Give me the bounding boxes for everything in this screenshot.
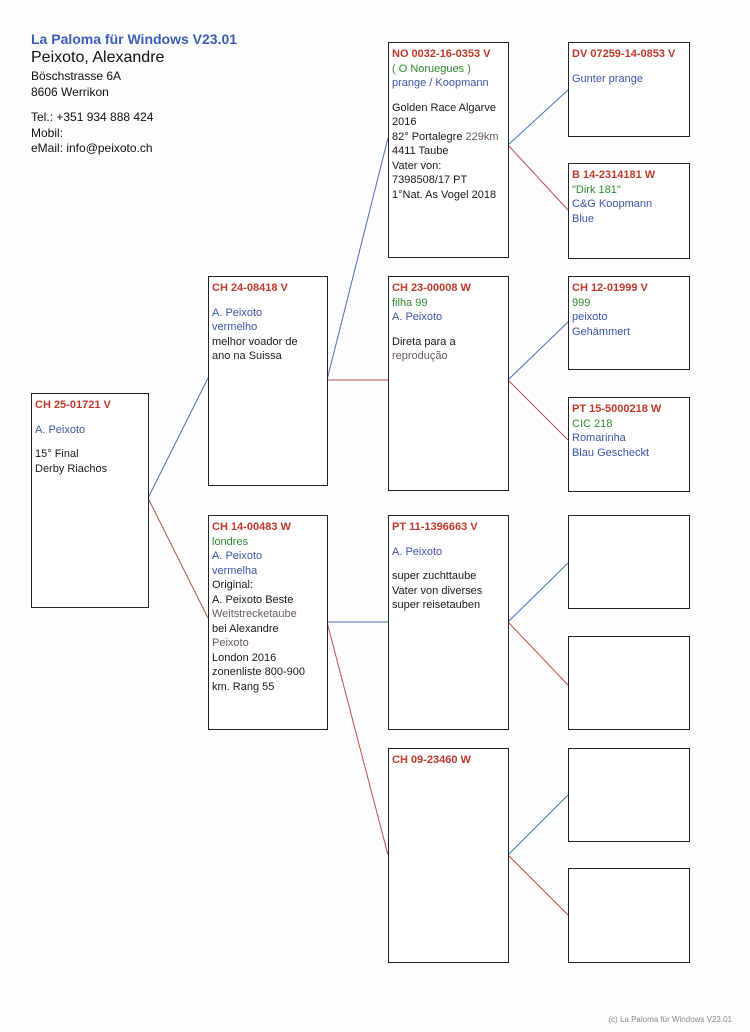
note: Vater von:	[392, 159, 442, 172]
pigeon-card-gen3-3	[568, 276, 690, 370]
sire-line	[327, 138, 388, 380]
pigeon-card-gen3-4	[568, 397, 690, 492]
pigeon-name: "Dirk 181"	[572, 183, 621, 196]
pigeon-name: filha 99	[392, 296, 428, 309]
note: 15° Final	[35, 448, 79, 460]
pigeon-card-gen3-8	[568, 868, 690, 963]
breeder: A. Peixoto	[392, 545, 443, 558]
sire-line	[508, 563, 568, 622]
app-title: La Paloma für Windows V23.01	[31, 31, 238, 47]
sire-line	[508, 90, 568, 145]
breeder: A. Peixoto	[212, 550, 263, 562]
color: Blue	[572, 212, 595, 225]
note: 82° Portalegre 229km	[392, 130, 499, 143]
ring-number: CH 24-08418 V	[212, 282, 288, 294]
pigeon-card-gen3-2	[568, 163, 690, 259]
pigeon-card-gen3-5	[568, 515, 690, 609]
ring-number: PT 15-5000218 W	[572, 403, 662, 415]
pigeon-card-father	[208, 276, 328, 486]
color: vermelho	[212, 321, 258, 333]
note: Peixoto	[212, 637, 249, 649]
owner-city: 8606 Werrikon	[31, 84, 109, 99]
breeder: A. Peixoto	[392, 311, 443, 323]
dam-line	[508, 622, 568, 685]
ring-number: CH 25-01721 V	[35, 399, 111, 411]
pigeon-card-gen3-1	[568, 42, 690, 137]
ring-number: CH 14-00483 W	[212, 521, 291, 533]
note: reprodução	[392, 350, 448, 362]
pigeon-name: CIC 218	[572, 417, 613, 430]
note: A. Peixoto Beste	[212, 593, 294, 606]
sire-line	[148, 378, 208, 498]
pigeon-card-gen3-6	[568, 636, 690, 730]
ring-number: DV 07259-14-0853 V	[572, 48, 676, 60]
color: Blau Gescheckt	[572, 446, 650, 459]
note: Derby Riachos	[35, 462, 108, 475]
breeder: C&G Koopmann	[572, 198, 653, 210]
footer-copyright: (c) La Paloma für Windows V23.01	[608, 1015, 732, 1024]
note: super zuchttaube	[392, 570, 477, 582]
owner-mobil: Mobil:	[31, 125, 64, 140]
pigeon-card-mother-father	[388, 515, 509, 730]
note: ano na Suissa	[212, 350, 282, 362]
owner-name: Peixoto, Alexandre	[31, 49, 165, 67]
note: Direta para a	[392, 335, 456, 348]
breeder: A. Peixoto	[212, 306, 263, 319]
note: Vater von diverses	[392, 584, 483, 597]
dam-line	[508, 145, 568, 210]
breeder: A. Peixoto	[35, 423, 86, 436]
breeder: Romarinha	[572, 432, 626, 444]
note: 1°Nat. As Vogel 2018	[392, 188, 497, 201]
pigeon-card-father-mother	[388, 276, 509, 491]
ring-number: B 14-2314181 W	[572, 169, 656, 181]
dam-line	[508, 855, 568, 915]
ring-number: CH 12-01999 V	[572, 282, 648, 294]
owner-tel: Tel.: +351 934 888 424	[31, 110, 154, 125]
breeder: prange / Koopmann	[392, 77, 489, 89]
ring-number: PT 11-1396663 V	[392, 521, 478, 533]
dam-line	[327, 622, 388, 855]
pigeon-name: ( O Noruegues )	[392, 62, 471, 75]
ring-number: NO 0032-16-0353 V	[392, 48, 491, 60]
color: vermelha	[212, 564, 258, 577]
note: km. Rang 55	[212, 680, 275, 693]
note: 4411 Taube	[392, 145, 449, 157]
breeder: Gunter prange	[572, 72, 643, 85]
pigeon-name: londres	[212, 535, 249, 548]
note: Weitstrecketaube	[212, 608, 297, 620]
note: melhor voador de	[212, 335, 298, 348]
pigeon-card-mother	[208, 515, 328, 730]
breeder: peixoto	[572, 311, 608, 323]
sire-line	[508, 795, 568, 855]
pigeon-name: 999	[572, 296, 591, 309]
ring-number: CH 09-23460 W	[392, 754, 471, 766]
note: bei Alexandre	[212, 622, 279, 635]
dam-line	[508, 380, 568, 440]
pigeon-card-father-father	[388, 42, 509, 258]
pigeon-card-gen3-7	[568, 748, 690, 842]
owner-street: Böschstrasse 6A	[31, 68, 122, 83]
pigeon-card-subject	[31, 393, 149, 608]
note: super reisetauben	[392, 599, 481, 611]
note: 7398508/17 PT	[392, 174, 468, 186]
owner-email: eMail: info@peixoto.ch	[31, 141, 153, 156]
pigeon-card-mother-mother	[388, 748, 509, 963]
note: zonenliste 800-900	[212, 666, 305, 678]
ring-number: CH 23-00008 W	[392, 282, 471, 294]
note: Original:	[212, 579, 253, 591]
sire-line	[508, 322, 568, 380]
note: Golden Race Algarve	[392, 101, 496, 114]
color: Gehämmert	[572, 325, 631, 338]
dam-line	[148, 498, 208, 618]
owner-header	[31, 30, 237, 157]
note: 2016	[392, 116, 417, 128]
note: London 2016	[212, 651, 277, 664]
